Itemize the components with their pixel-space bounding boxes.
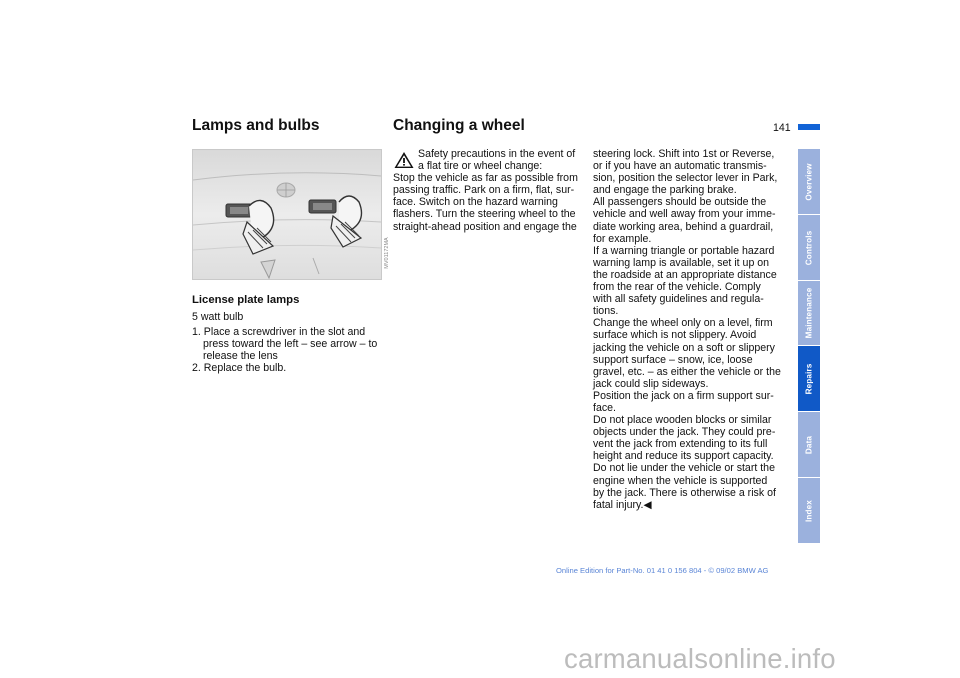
safety-line: for example.	[593, 232, 652, 245]
tab-overview[interactable]	[798, 149, 820, 215]
safety-line: by the jack. There is otherwise a risk of	[593, 486, 776, 499]
safety-line: face. Switch on the hazard warning	[393, 196, 558, 209]
safety-line: a flat tire or wheel change:	[418, 160, 543, 173]
safety-line: Do not lie under the vehicle or start the	[593, 462, 775, 475]
safety-line: jacking the vehicle on a soft or slippery	[593, 341, 775, 354]
safety-line: vehicle and well away from your imme-	[593, 208, 776, 221]
safety-line: engine when the vehicle is supported	[593, 474, 768, 487]
safety-line: All passengers should be outside the	[593, 196, 767, 209]
watermark-text: carmanualsonline.info	[564, 643, 836, 674]
figure-code-text: MV01172MA	[384, 237, 390, 269]
license-plate-heading: License plate lamps	[192, 294, 300, 306]
safety-line: tions.	[593, 305, 619, 318]
safety-line: Change the wheel only on a level, firm	[593, 317, 773, 330]
tab-data-label: Data	[804, 435, 814, 454]
tab-overview-label: Overview	[804, 162, 814, 201]
safety-line: gravel, etc. – as either the vehicle or the	[593, 365, 781, 378]
safety-line: passing traffic. Park on a firm, flat, sur-	[393, 184, 575, 197]
tab-controls-label: Controls	[804, 230, 814, 265]
section-title-changing-wheel: Changing a wheel	[393, 117, 525, 134]
footer-edition: Online Edition for Part-No. 01 41 0 156 804 - © 09/02 BMW AG	[556, 566, 769, 575]
safety-line: support surface – snow, ice, loose	[593, 353, 753, 366]
step-1-line-2: press toward the left – see arrow – to	[203, 338, 378, 351]
safety-line: face.	[593, 401, 616, 414]
photo-illustration	[193, 150, 381, 279]
safety-line: sion, position the selector lever in Park,	[593, 172, 778, 185]
safety-line: from the rear of the vehicle. Comply	[593, 281, 761, 294]
safety-line: fatal injury.◀	[593, 498, 652, 511]
tab-controls[interactable]	[798, 215, 820, 281]
tab-repairs-label: Repairs	[804, 363, 814, 394]
section-title-lamps: Lamps and bulbs	[192, 117, 320, 134]
safety-column-1	[393, 148, 588, 233]
step-2-line-1: 2. Replace the bulb.	[192, 362, 287, 375]
tab-index-label: Index	[804, 499, 814, 522]
safety-line: Safety precautions in the event of	[418, 148, 576, 160]
safety-line: steering lock. Shift into 1st or Reverse,	[593, 148, 775, 160]
safety-line: height and reduce its support capacity.	[593, 450, 774, 463]
license-plate-text	[192, 311, 382, 374]
safety-line: Do not place wooden blocks or similar	[593, 414, 772, 427]
tab-index[interactable]	[798, 478, 820, 543]
safety-line: Position the jack on a firm support sur-	[593, 389, 774, 402]
safety-line: objects under the jack. They could pre-	[593, 426, 776, 439]
safety-column-2	[593, 148, 791, 511]
figure-code	[382, 229, 392, 278]
safety-line: diate working area, behind a guardrail,	[593, 220, 774, 233]
tab-data[interactable]	[798, 412, 820, 478]
step-1-line-3: release the lens	[203, 350, 278, 363]
page-number: 141	[773, 122, 791, 134]
tab-maintenance-label: Maintenance	[804, 287, 814, 339]
safety-line: vent the jack from extending to its full	[593, 438, 768, 451]
tab-maintenance[interactable]	[798, 281, 820, 346]
safety-line: jack could slip sideways.	[593, 377, 709, 390]
safety-line: warning lamp is available, set it up on	[593, 256, 770, 269]
section-tabs	[798, 149, 820, 543]
safety-line: Stop the vehicle as far as possible from	[393, 172, 578, 185]
license-plate-lamp-photo	[192, 149, 382, 280]
safety-line: flashers. Turn the steering wheel to the	[393, 208, 576, 221]
safety-line: or if you have an automatic transmis-	[593, 160, 767, 173]
safety-line: If a warning triangle or portable hazard	[593, 244, 775, 257]
step-1-line-1: 1. Place a screwdriver in the slot and	[192, 326, 366, 339]
safety-line: surface which is not slippery. Avoid	[593, 329, 757, 342]
safety-line: straight-ahead position and engage the	[393, 220, 577, 233]
bulb-spec: 5 watt bulb	[192, 311, 244, 323]
safety-line: and engage the parking brake.	[593, 184, 737, 197]
safety-line: with all safety guidelines and regula-	[593, 293, 764, 306]
safety-line: the roadside at an appropriate distance	[593, 268, 777, 281]
header-accent-bar	[798, 124, 820, 130]
tab-repairs[interactable]	[798, 346, 820, 412]
